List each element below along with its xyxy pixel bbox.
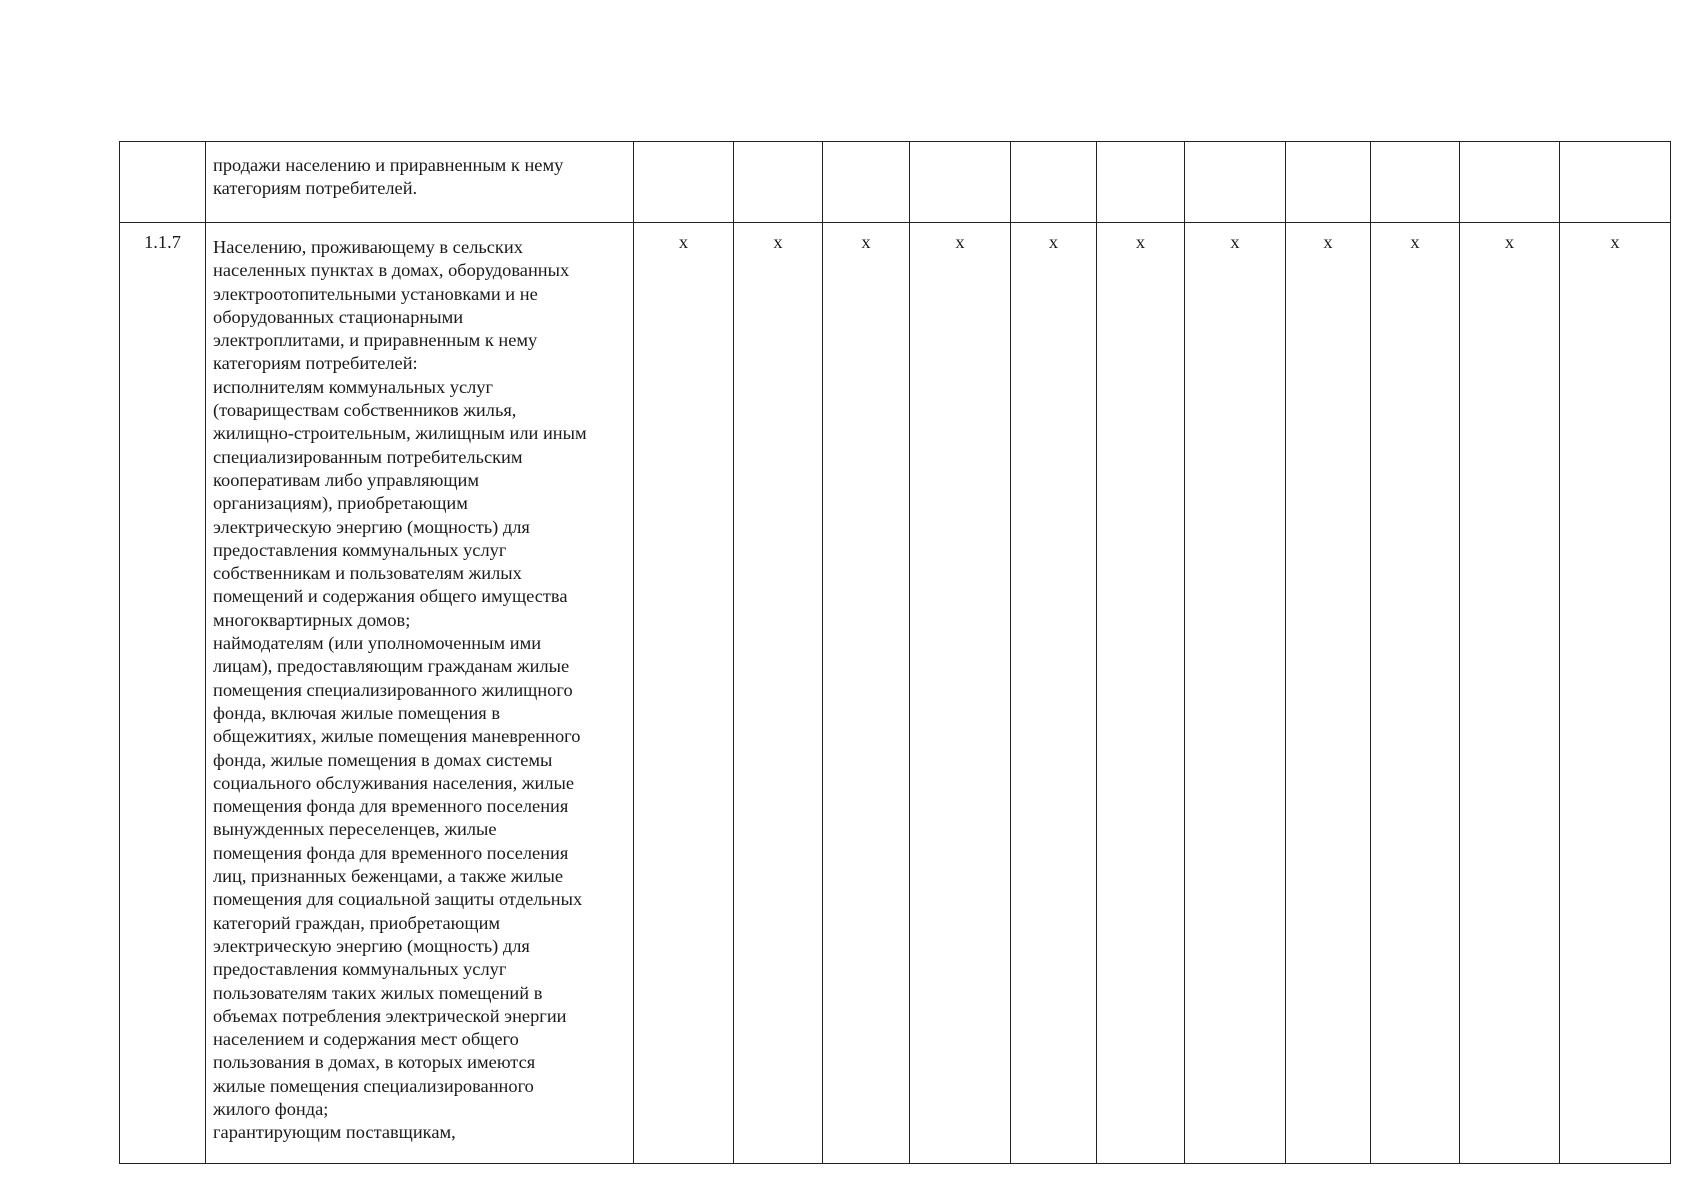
- description-line: электроплитами, и приравненным к нему: [213, 330, 538, 351]
- value-cell: x: [823, 223, 910, 1164]
- description-line: (товариществам собственников жилья,: [213, 400, 517, 421]
- description-line: собственникам и пользователям жилых: [213, 563, 522, 584]
- description-line: предоставления коммунальных услуг: [213, 539, 507, 560]
- value-cell: [634, 142, 734, 223]
- description-line: электрическую энергию (мощность) для: [213, 516, 530, 537]
- value-cell: x: [1560, 223, 1671, 1164]
- description-cell: [206, 142, 634, 223]
- description-line: категориям потребителей.: [213, 178, 418, 199]
- value-cell: x: [634, 223, 734, 1164]
- description-line: помещений и содержания общего имущества: [213, 586, 568, 607]
- description-line: фонда, жилые помещения в домах системы: [213, 749, 553, 770]
- description-line: многоквартирных домов;: [213, 609, 411, 630]
- tariff-table: [119, 141, 1671, 1164]
- description-line: продажи населению и приравненным к нему: [213, 155, 564, 175]
- description-line: гарантирующим поставщикам,: [213, 1122, 456, 1143]
- description-line: населенных пунктах в домах, оборудованных: [213, 260, 570, 281]
- value-cell: x: [734, 223, 823, 1164]
- row-number-cell: 1.1.7: [120, 223, 206, 1164]
- value-cell: [910, 142, 1011, 223]
- description-line: электрическую энергию (мощность) для: [213, 935, 530, 956]
- table-row: [120, 142, 1671, 223]
- description-line: объемах потребления электрической энергии: [213, 1005, 567, 1026]
- row-number-cell: [120, 142, 206, 223]
- value-cell: [1097, 142, 1185, 223]
- description-line: кооперативам либо управляющим: [213, 469, 480, 490]
- value-cell: x: [1097, 223, 1185, 1164]
- description-line: категориям потребителей:: [213, 353, 418, 374]
- description-line: Населению, проживающему в сельских: [213, 237, 523, 257]
- value-cell: x: [1011, 223, 1097, 1164]
- value-cell: x: [1371, 223, 1460, 1164]
- value-cell: x: [1185, 223, 1286, 1164]
- description-line: лицам), предоставляющим гражданам жилые: [213, 656, 570, 677]
- value-cell: [734, 142, 823, 223]
- value-cell: [823, 142, 910, 223]
- description-line: помещения фонда для временного поселения: [213, 842, 569, 863]
- description-cell: [206, 223, 634, 1164]
- description-line: помещения для социальной защиты отдельных: [213, 889, 583, 910]
- table-row: [120, 223, 1671, 1164]
- value-cell: [1371, 142, 1460, 223]
- description-line: вынужденных переселенцев, жилые: [213, 819, 497, 840]
- description-line: электроотопительными установками и не: [213, 283, 538, 304]
- value-cell: [1460, 142, 1560, 223]
- value-cell: x: [910, 223, 1011, 1164]
- description-line: пользователям таких жилых помещений в: [213, 982, 543, 1003]
- description-line: организациям), приобретающим: [213, 493, 468, 514]
- description-line: исполнителям коммунальных услуг: [213, 376, 494, 397]
- description-line: помещения фонда для временного поселения: [213, 796, 569, 817]
- description-line: наймодателям (или уполномоченным ими: [213, 633, 542, 654]
- description-line: лиц, признанных беженцами, а также жилые: [213, 866, 564, 887]
- description-line: категорий граждан, приобретающим: [213, 912, 501, 933]
- description-line: фонда, включая жилые помещения в: [213, 702, 501, 723]
- description-line: оборудованных стационарными: [213, 306, 464, 327]
- description-line: пользования в домах, в которых имеются: [213, 1052, 536, 1073]
- description-line: жилищно-строительным, жилищным или иным: [213, 423, 587, 444]
- value-cell: [1185, 142, 1286, 223]
- description-line: жилого фонда;: [213, 1098, 329, 1119]
- description-line: специализированным потребительским: [213, 446, 523, 467]
- description-line: населением и содержания мест общего: [213, 1029, 519, 1050]
- description-line: общежитиях, жилые помещения маневренного: [213, 726, 581, 747]
- value-cell: x: [1286, 223, 1371, 1164]
- value-cell: [1286, 142, 1371, 223]
- description-line: социального обслуживания населения, жилые: [213, 772, 575, 793]
- value-cell: [1011, 142, 1097, 223]
- description-line: помещения специализированного жилищного: [213, 679, 573, 700]
- value-cell: x: [1460, 223, 1560, 1164]
- description-line: жилые помещения специализированного: [213, 1075, 534, 1096]
- description-line: предоставления коммунальных услуг: [213, 959, 507, 980]
- value-cell: [1560, 142, 1671, 223]
